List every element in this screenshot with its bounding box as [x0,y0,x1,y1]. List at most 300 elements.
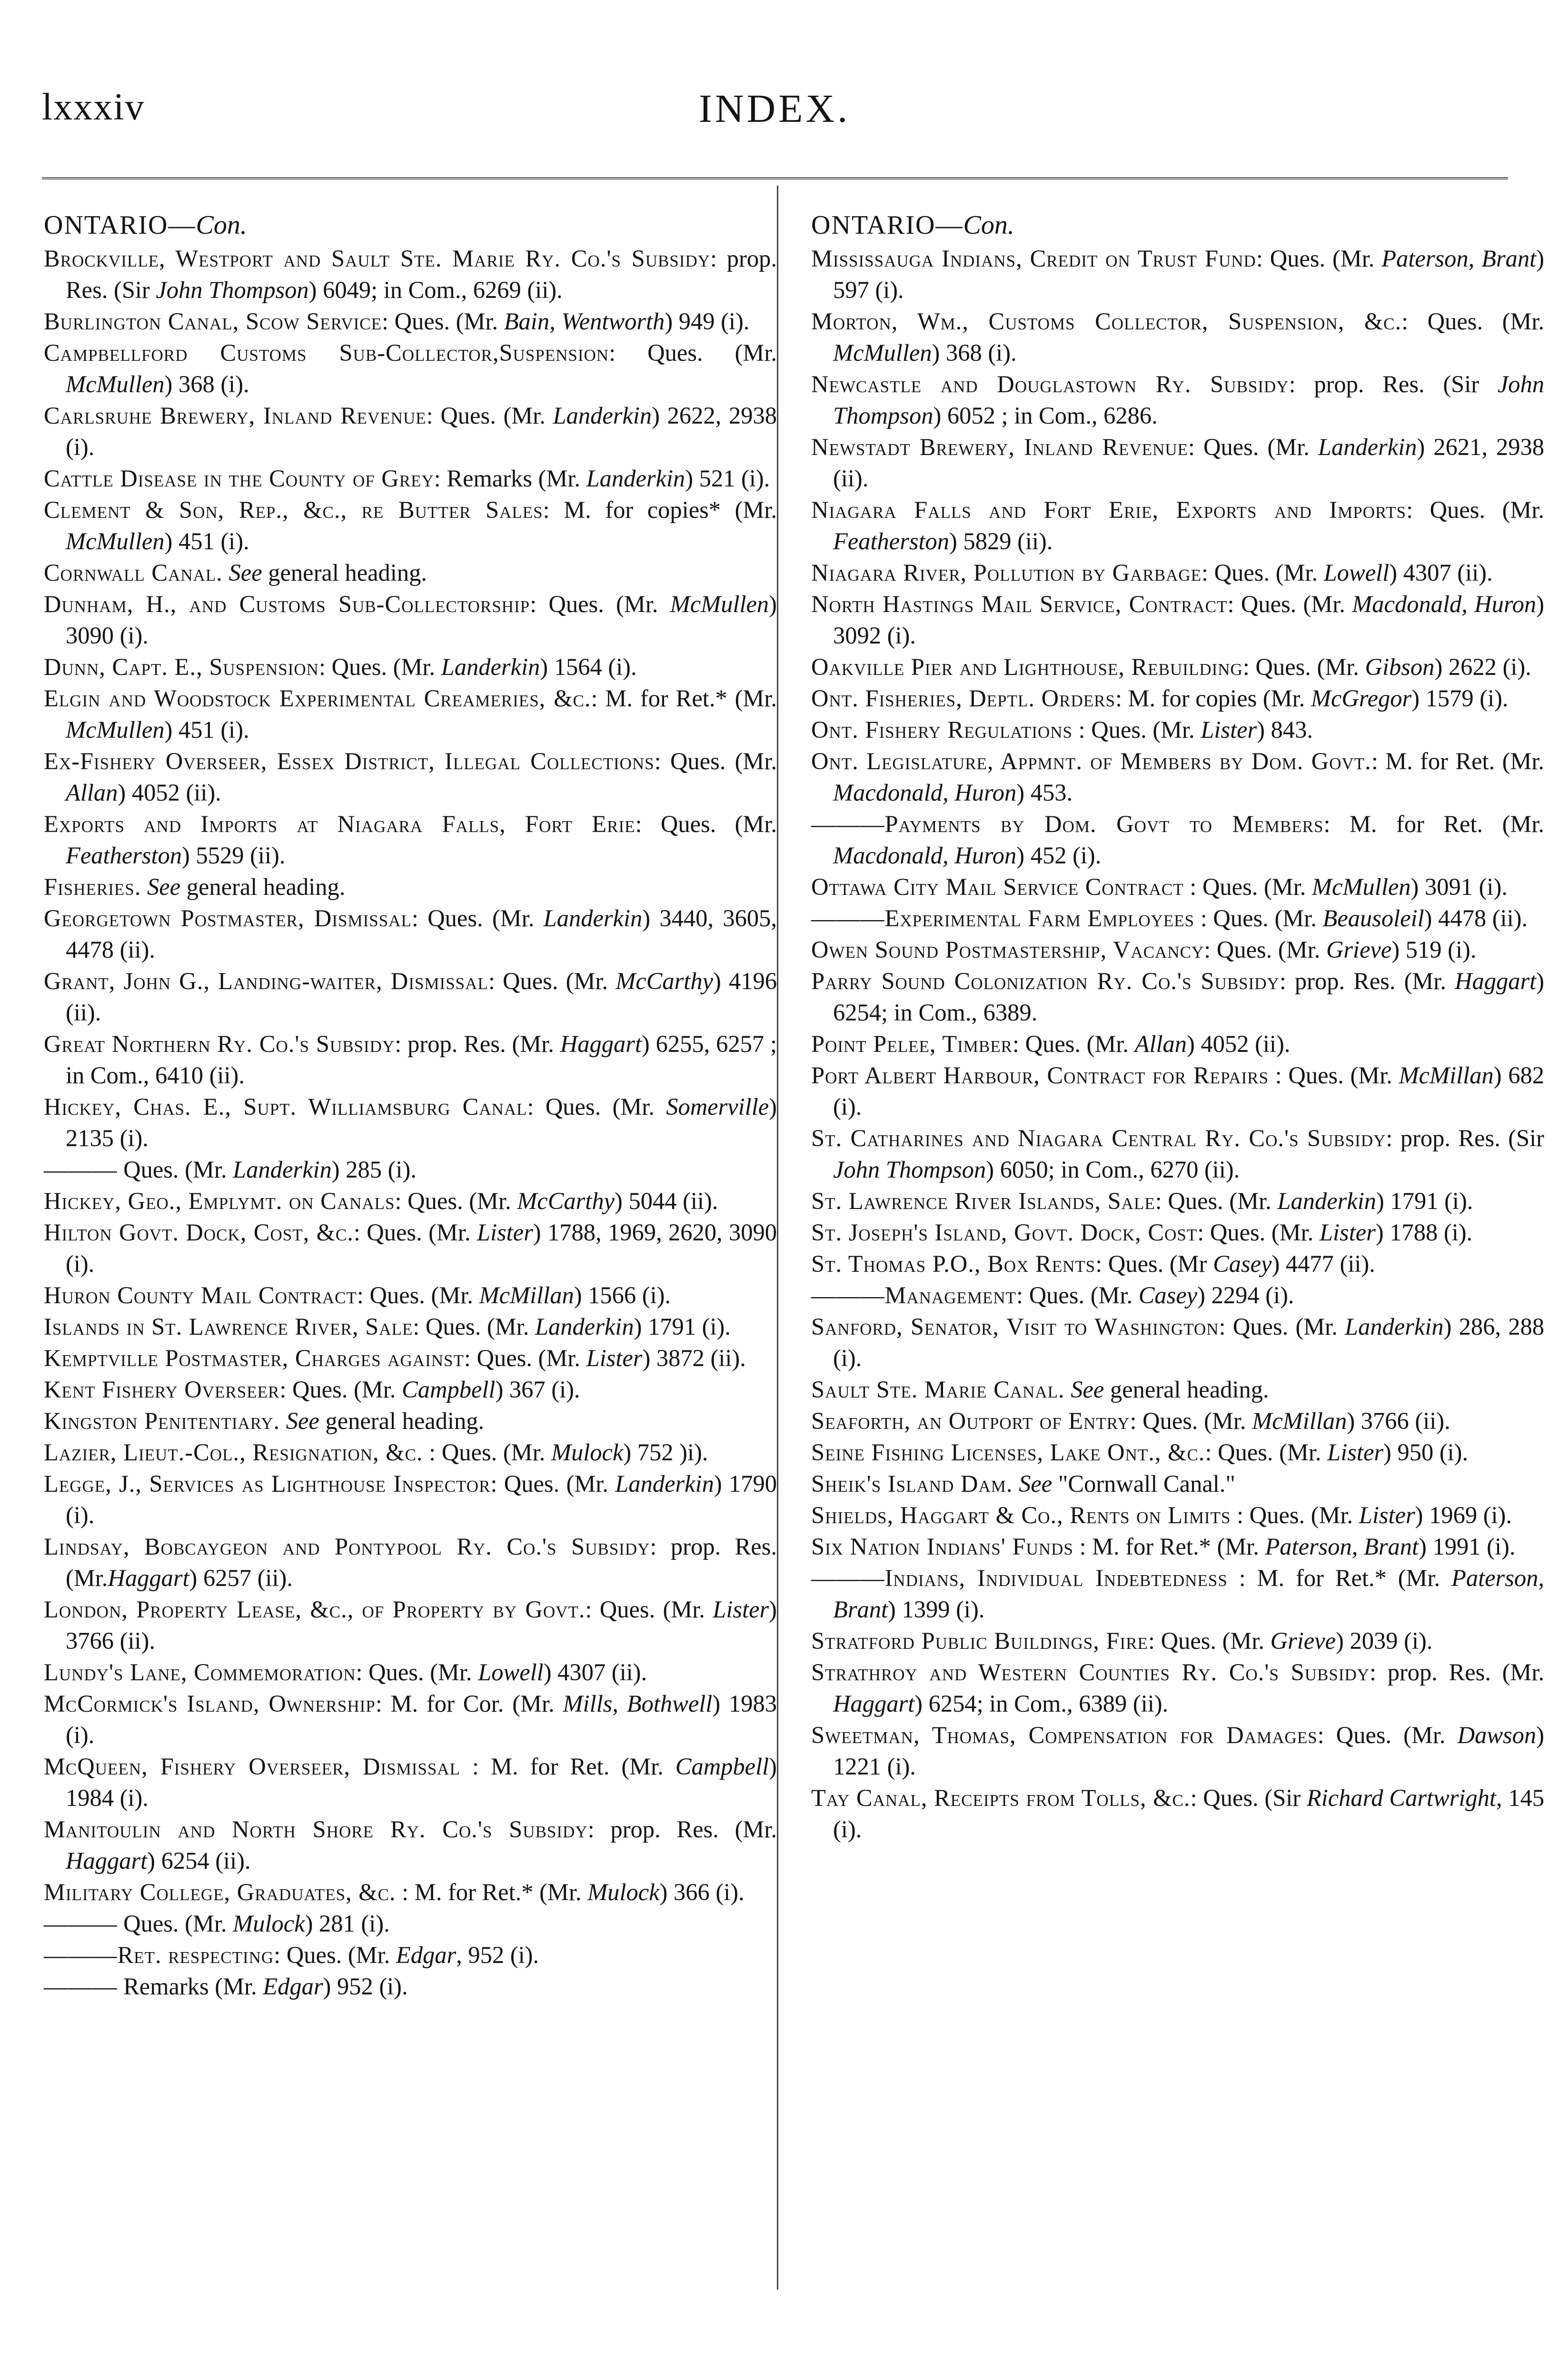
entry-member: Landerkin [1318,434,1417,460]
index-entry [44,1154,777,1185]
entry-detail: : Ques. (Mr. [1205,1439,1328,1466]
entry-reference: ) 1984 (i). [66,1753,777,1811]
entry-detail: : prop. Res. (Mr. [1279,968,1455,994]
section-heading: ONTARIO—Con. [811,210,1014,240]
index-entry [44,1405,777,1437]
entry-heading: ———Experimental Farm Employees [811,905,1195,932]
entry-detail: : Ques. (Mr. [1227,591,1352,617]
entry-member: Landerkin [535,1313,634,1340]
entry-member: Paterson, Brant [1265,1533,1419,1560]
entry-reference: ) 453. [1016,779,1073,806]
entry-heading: Fisheries. [44,873,141,900]
index-entry [44,1656,777,1688]
entry-reference: ) 6257 (ii). [189,1565,293,1591]
entry-heading: Grant, John G., Landing-waiter, Dismissal [44,968,488,994]
entry-heading: Parry Sound Colonization Ry. Co.'s Subsidy [811,968,1280,994]
entry-member: Landerkin [1345,1313,1444,1340]
entry-reference: ) 4307 (ii). [543,1659,647,1686]
entry-detail: : M. for Ret. (Mr. [1323,811,1544,837]
entry-member: Macdonald, Huron [833,779,1017,806]
entry-reference: ) 2622 (i). [1434,654,1531,680]
entry-detail: Remarks (Mr. [117,1973,263,2000]
index-entry [44,1531,777,1594]
entry-reference: ) 4052 (ii). [118,779,221,806]
index-entry [811,651,1544,683]
entry-heading: ———Indians, Individual Indebtedness [811,1565,1228,1591]
entry-detail [223,559,229,586]
entry-heading: St. Catharines and Niagara Central Ry. Co.'s Subsidy [811,1125,1386,1151]
entry-reference: ) 952 (i). [323,1973,408,2000]
index-entry [44,306,777,337]
index-entry [44,557,777,588]
entry-reference: ) 367 (i). [495,1376,580,1403]
index-entry [44,588,777,651]
entry-heading: Lindsay, Bobcaygeon and Pontypool Ry. Co.'s Subsidy [44,1533,650,1560]
entry-member: John Thompson [833,371,1544,429]
entry-member: Haggart [560,1031,642,1057]
entry-reference: ) 6049; in Com., 6269 (ii). [308,277,563,303]
entry-heading: Hickey, Geo., Emplymt. on Canals [44,1188,395,1214]
entry-reference: ) 6050; in Com., 6270 (ii). [986,1156,1240,1183]
entry-heading: Sault Ste. Marie Canal. [811,1376,1065,1403]
entry-heading: Georgetown Postmaster, Dismissal [44,905,412,932]
entry-detail: : Ques. (Mr. [395,1188,517,1214]
entry-reference: ) 5829 (ii). [949,528,1053,555]
index-entry [811,808,1544,871]
index-entry [44,1279,777,1311]
entry-detail: : Ques. (Mr. [1219,1313,1345,1340]
entry-reference: ) 366 (i). [659,1879,745,1905]
entry-reference: ) 2621, 2938 (ii). [833,434,1544,492]
entry-member: Richard Cartwright [1306,1785,1496,1811]
entry-reference: ) 286, 288 (i). [833,1313,1544,1371]
entry-detail: : M. for Ret.* (Mr. [1073,1533,1265,1560]
entry-heading: Lundy's Lane, Commemoration [44,1659,356,1686]
entry-list-left [44,243,777,2002]
index-entry [44,1688,777,1751]
entry-detail: : Ques. (Mr. [1188,434,1318,460]
entry-member: Grieve [1270,1627,1336,1654]
entry-member: Allan [1134,1031,1187,1057]
entry-reference: ) 950 (i). [1383,1439,1469,1466]
entry-heading: Carlsruhe Brewery, Inland Revenue [44,402,427,429]
entry-member: Paterson, Brant [1381,245,1537,272]
index-entry [811,1028,1544,1060]
entry-detail [141,873,147,900]
index-entry [44,1971,777,2002]
entry-heading: Oakville Pier and Lighthouse, Rebuilding [811,654,1243,680]
entry-member: Edgar [263,1973,323,2000]
entry-heading: Exports and Imports at Niagara Falls, Fort Erie [44,811,635,837]
index-entry [811,1185,1544,1217]
entry-reference: ) 1564 (i). [540,654,637,680]
entry-reference: general heading. [180,873,346,900]
index-entry [811,1719,1544,1782]
entry-heading: Seaforth, an Outport of Entry [811,1408,1130,1434]
index-entry [811,1531,1544,1562]
entry-member: Bain, Wentworth [504,308,665,335]
index-entry [811,1656,1544,1719]
index-entry [811,934,1544,965]
entry-member: Gibson [1365,654,1435,680]
entry-reference: ) 1788, 1969, 2620, 3090 (i). [66,1219,777,1277]
entry-detail: : Ques. (Mr. [1148,1627,1271,1654]
entry-detail: : M. for Ret.* (Mr. [1227,1565,1452,1591]
entry-heading: Six Nation Indians' Funds [811,1533,1073,1560]
entry-reference: ) 452 (i). [1016,842,1102,869]
entry-member: Mulock [587,1879,660,1905]
entry-member: Haggart [66,1847,148,1874]
entry-heading: Port Albert Harbour, Contract for Repairs [811,1062,1269,1089]
entry-member: McMillan [1399,1062,1494,1089]
entry-heading: ——— [44,1156,118,1183]
index-entry [44,902,777,965]
entry-detail: Ques. (Mr. [117,1156,233,1183]
index-entry [811,745,1544,808]
entry-heading: Owen Sound Postmastership, Vacancy [811,936,1204,963]
entry-member: Featherston [66,842,182,869]
entry-detail: : Ques. (Mr. [1317,1722,1458,1748]
entry-detail: : prop. Res. (Mr. [66,1533,777,1591]
entry-heading: Burlington Canal, Scow Service [44,308,382,335]
entry-member: Featherston [833,528,950,555]
entry-member: Macdonald, Huron [833,842,1017,869]
entry-heading: Clement & Son, Rep., &c., re Butter Sales [44,496,543,523]
index-entry [811,1248,1544,1279]
index-entry [811,1060,1544,1122]
entry-reference: ) 1221 (i). [833,1722,1544,1780]
entry-member: Somerville [666,1093,769,1120]
entry-member: Lister [1201,716,1257,743]
entry-detail: : prop. Res. (Mr. [395,1031,560,1057]
entry-detail: : Ques. (Mr. [585,1596,713,1623]
index-entry [44,651,777,683]
entry-member: McGregor [1311,685,1412,712]
index-entry [811,588,1544,651]
entry-reference: ) 281 (i). [305,1910,390,1937]
entry-heading: Great Northern Ry. Co.'s Subsidy [44,1031,395,1057]
entry-detail: : Remarks (Mr. [434,465,586,492]
entry-reference: ) 285 (i). [331,1156,417,1183]
entry-reference: ) 1790 (i). [66,1470,777,1528]
entry-member: Campbell [402,1376,496,1403]
entry-heading: ———Management [811,1282,1017,1309]
entry-reference: ) 1991 (i). [1419,1533,1516,1560]
entry-detail: : Ques. (Mr. [490,1470,616,1497]
entry-reference: ) 1566 (i). [574,1282,671,1309]
index-entry [44,1751,777,1814]
entry-heading: Stratford Public Buildings, Fire [811,1627,1148,1654]
entry-reference: ) 3092 (i). [833,591,1544,649]
index-entry [44,400,777,463]
entry-heading: Manitoulin and North Shore Ry. Co.'s Subsidy [44,1816,588,1843]
entry-heading: Niagara Falls and Fort Erie, Exports and Imports [811,496,1407,523]
entry-detail: : Ques. (Mr. [1201,559,1324,586]
entry-heading: Kemptville Postmaster, Charges against [44,1345,464,1371]
entry-reference: ) 451 (i). [164,528,249,555]
entry-reference: ) 1791 (i). [634,1313,731,1340]
entry-member: Paterson, Brant [833,1565,1544,1623]
entry-member: McCarthy [616,968,713,994]
right-column [811,209,1544,1845]
entry-detail: : Ques. (Mr. [1183,873,1312,900]
entry-heading: Cornwall Canal. [44,559,223,586]
entry-member: Casey [1138,1282,1198,1309]
entry-reference: , 145 (i). [833,1785,1544,1843]
entry-detail: : Ques. (Mr. [609,339,777,366]
index-entry [811,306,1544,368]
entry-detail: : Ques. (Sir [1190,1785,1307,1811]
entry-detail: : Ques. (Mr. [413,1313,535,1340]
index-entry [44,1028,777,1091]
entry-detail: Ques. (Mr. [117,1910,233,1937]
entry-reference: ) 368 (i). [164,371,249,397]
entry-reference: ) 3440, 3605, 4478 (ii). [66,905,777,963]
index-entry [811,1562,1544,1625]
entry-detail: : prop. Res. (Sir [1386,1125,1544,1151]
entry-heading: ———Payments by Dom. Govt to Members [811,811,1324,837]
entry-member: See [286,1408,319,1434]
entry-heading: Sheik's Island Dam. [811,1470,1013,1497]
entry-heading: Ont. Fishery Regulations [811,716,1072,743]
entry-member: Lister [586,1345,643,1371]
entry-heading: St. Thomas P.O., Box Rents [811,1250,1096,1277]
entry-heading: Mississauga Indians, Credit on Trust Fund [811,245,1256,272]
entry-reference: ) 521 (i). [685,465,770,492]
entry-heading: ——— [44,1973,118,2000]
index-entry [811,714,1544,745]
entry-reference: ) 949 (i). [665,308,750,335]
entry-heading: St. Joseph's Island, Govt. Dock, Cost [811,1219,1198,1246]
index-entry [811,1625,1544,1656]
entry-heading: Lazier, Lieut.-Col., Resignation, &c. [44,1439,423,1466]
entry-member: Campbell [675,1753,769,1780]
index-entry [44,1468,777,1531]
entry-heading: Hickey, Chas. E., Supt. Williamsburg Canal [44,1093,527,1120]
index-entry [811,1405,1544,1437]
entry-reference: ) 519 (i). [1391,936,1477,963]
entry-reference: ) 3766 (ii). [66,1596,777,1654]
entry-detail: : Ques. (Mr. [1155,1188,1278,1214]
entry-detail: : Ques. (Mr. [635,811,777,837]
entry-reference: ) 2294 (i). [1197,1282,1294,1309]
entry-reference: ) 843. [1257,716,1313,743]
header-rule [42,177,1508,179]
index-entry [44,1311,777,1342]
entry-member: Lowell [478,1659,544,1686]
entry-member: Casey [1213,1250,1272,1277]
entry-detail: : Ques. (Mr. [1012,1031,1135,1057]
entry-reference: ) 2135 (i). [66,1093,777,1151]
entry-detail: : Ques. (Mr. [1204,936,1326,963]
entry-reference: ) 6255, 6257 ; in Com., 6410 (ii). [66,1031,777,1089]
index-entry [44,1437,777,1468]
entry-heading: Niagara River, Pollution by Garbage [811,559,1202,586]
entry-reference: ) 2622, 2938 (i). [66,402,777,460]
entry-detail: : Ques. (Mr. [318,654,441,680]
entry-heading: North Hastings Mail Service, Contract [811,591,1228,617]
entry-member: Lowell [1323,559,1390,586]
entry-member: John Thompson [833,1156,986,1183]
entry-detail: : M. for Ret. (Mr. [460,1753,675,1780]
entry-member: McMullen [66,371,165,397]
entry-member: Landerkin [543,905,643,932]
index-entry [811,1279,1544,1311]
index-entry [811,1311,1544,1374]
index-entry [811,1122,1544,1185]
entry-member: Allan [66,779,118,806]
page-number: lxxxiv [42,86,145,128]
entry-reference: ) 4477 (ii). [1271,1250,1375,1277]
entry-heading: Ex-Fishery Overseer, Essex District, Illegal Collections [44,748,655,774]
entry-detail: : Ques. (Mr. [530,591,670,617]
entry-reference: ) 1983 (i). [66,1690,777,1748]
entry-detail: : prop. Res. (Sir [66,245,777,303]
entry-reference: ) 6254; in Com., 6389 (ii). [914,1690,1169,1717]
entry-heading: St. Lawrence River Islands, Sale [811,1188,1155,1214]
index-entry [44,1908,777,1939]
index-entry [811,683,1544,714]
index-entry [811,871,1544,902]
entry-member: Landerkin [586,465,685,492]
entry-detail: : Ques. (Mr. [423,1439,551,1466]
entry-member: McMullen [66,528,165,555]
entry-detail: : M. for copies (Mr. [1115,685,1311,712]
entry-detail: : M. for Cor. (Mr. [375,1690,563,1717]
entry-heading: Campbellford Customs Sub-Collector,Suspension [44,339,609,366]
entry-detail: : M. for Ret.* (Mr. [396,1879,588,1905]
entry-member: McMullen [833,339,932,366]
entry-reference: ) 682 (i). [833,1062,1544,1120]
index-entry [44,1939,777,1971]
index-entry [44,808,777,871]
entry-heading: McQueen, Fishery Overseer, Dismissal [44,1753,460,1780]
entry-reference: ) 3766 (ii). [1347,1408,1450,1434]
entry-detail: : Ques. (Mr. [274,1942,396,1968]
entry-reference: "Cornwall Canal." [1052,1470,1236,1497]
entry-reference: ) 4307 (ii). [1389,559,1493,586]
entry-reference: ) 3090 (i). [66,591,777,649]
entry-detail: : Ques. (Mr. [654,748,777,774]
entry-heading: Military College, Graduates, &c. [44,1879,396,1905]
entry-member: See [1071,1376,1104,1403]
entry-detail: : Ques. (Mr. [1231,1502,1359,1528]
entry-member: Lister [713,1596,769,1623]
entry-heading: Dunham, H., and Customs Sub-Collectorship [44,591,530,617]
index-entry [44,494,777,557]
entry-detail: : Ques. (Mr. [279,1376,402,1403]
entry-heading: Ont. Fisheries, Deptl. Orders [811,685,1115,712]
entry-reference: ) 1579 (i). [1411,685,1509,712]
index-entry [44,463,777,494]
entry-member: McMullen [66,716,165,743]
index-entry [44,1091,777,1154]
entry-heading: Morton, Wm., Customs Collector, Suspension, &c. [811,308,1402,335]
entry-reference: ) 4478 (ii). [1424,905,1528,932]
entry-heading: ——— [44,1910,118,1937]
entry-detail: : Ques. (Mr. [1256,245,1382,272]
entry-heading: ———Ret. respecting [44,1942,274,1968]
index-entry [811,557,1544,588]
entry-heading: Elgin and Woodstock Experimental Creameries, &c. [44,685,591,712]
index-entry [811,902,1544,934]
entry-heading: Kingston Penitentiary. [44,1408,280,1434]
index-entry [811,494,1544,557]
entry-reference: ) 3872 (ii). [642,1345,746,1371]
left-column [44,209,777,2002]
entry-member: Lister [1327,1439,1384,1466]
entry-reference: ) 6052 ; in Com., 6286. [933,402,1158,429]
entry-heading: Newstadt Brewery, Inland Revenue [811,434,1188,460]
entry-reference: ) 4052 (ii). [1187,1031,1291,1057]
entry-member: John Thompson [156,277,309,303]
entry-reference: ) 1788 (i). [1375,1219,1473,1246]
entry-heading: Strathroy and Western Counties Ry. Co.'s Subsidy [811,1659,1370,1686]
index-entry [44,1876,777,1908]
index-entry [811,1437,1544,1468]
entry-member: Mills, Bothwell [563,1690,713,1717]
entry-reference: ) 5529 (ii). [182,842,286,869]
entry-reference: ) 752 )i). [623,1439,708,1466]
entry-member: McMullen [670,591,769,617]
entry-detail: : Ques. (Mr. [1406,496,1544,523]
entry-member: Dawson [1457,1722,1537,1748]
entry-member: Landerkin [615,1470,714,1497]
entry-heading: Ont. Legislature, Appmnt. of Members by Dom. Govt. [811,748,1371,774]
entry-reference: ) 1399 (i). [888,1596,985,1623]
entry-heading: Seine Fishing Licenses, Lake Ont., &c. [811,1439,1205,1466]
entry-reference: ) 4196 (ii). [66,968,777,1026]
entry-heading: Brockville, Westport and Sault Ste. Marie Ry. Co.'s Subsidy [44,245,711,272]
entry-heading: Legge, J., Services as Lighthouse Inspector [44,1470,491,1497]
entry-list-right [811,243,1544,1845]
index-entry [811,1374,1544,1405]
entry-heading: Dunn, Capt. E., Suspension [44,654,319,680]
entry-heading: Cattle Disease in the County of Grey [44,465,434,492]
entry-detail: : prop. Res. (Mr. [587,1816,777,1843]
entry-detail: : M. for Ret. (Mr. [1371,748,1544,774]
entry-heading: Sweetman, Thomas, Compensation for Damages [811,1722,1318,1748]
entry-member: Grieve [1326,936,1392,963]
index-entry [44,683,777,745]
entry-reference: ) 1791 (i). [1376,1188,1473,1214]
entry-detail: : prop. Res. (Sir [1289,371,1498,397]
entry-reference: ) 451 (i). [164,716,249,743]
entry-reference: general heading. [1104,1376,1269,1403]
index-entry [811,1468,1544,1499]
entry-detail: : Ques. (Mr. [411,905,544,932]
entry-detail: : Ques. (Mr. [1401,308,1544,335]
entry-detail: : Ques. (Mr. [357,1282,479,1309]
entry-detail: : Ques. (Mr. [381,308,504,335]
entry-reference: ) 597 (i). [833,245,1544,303]
entry-reference: , 952 (i). [456,1942,539,1968]
entry-member: See [147,873,181,900]
entry-detail: : Ques. (Mr. [488,968,616,994]
entry-detail: : Ques. (Mr. [1016,1282,1139,1309]
entry-member: Haggart [833,1690,915,1717]
entry-detail: : Ques. (Mr. [353,1219,477,1246]
entry-reference: ) 5044 (ii). [615,1188,718,1214]
entry-member: Landerkin [441,654,540,680]
index-entry [811,965,1544,1028]
entry-reference: ) 1969 (i). [1415,1502,1512,1528]
entry-detail: : Ques. (Mr [1095,1250,1213,1277]
index-entry [811,1782,1544,1845]
entry-reference: ) 368 (i). [932,339,1017,366]
entry-heading: London, Property Lease, &c., of Property by Govt. [44,1596,586,1623]
entry-detail: : M. for copies* (Mr. [543,496,777,523]
